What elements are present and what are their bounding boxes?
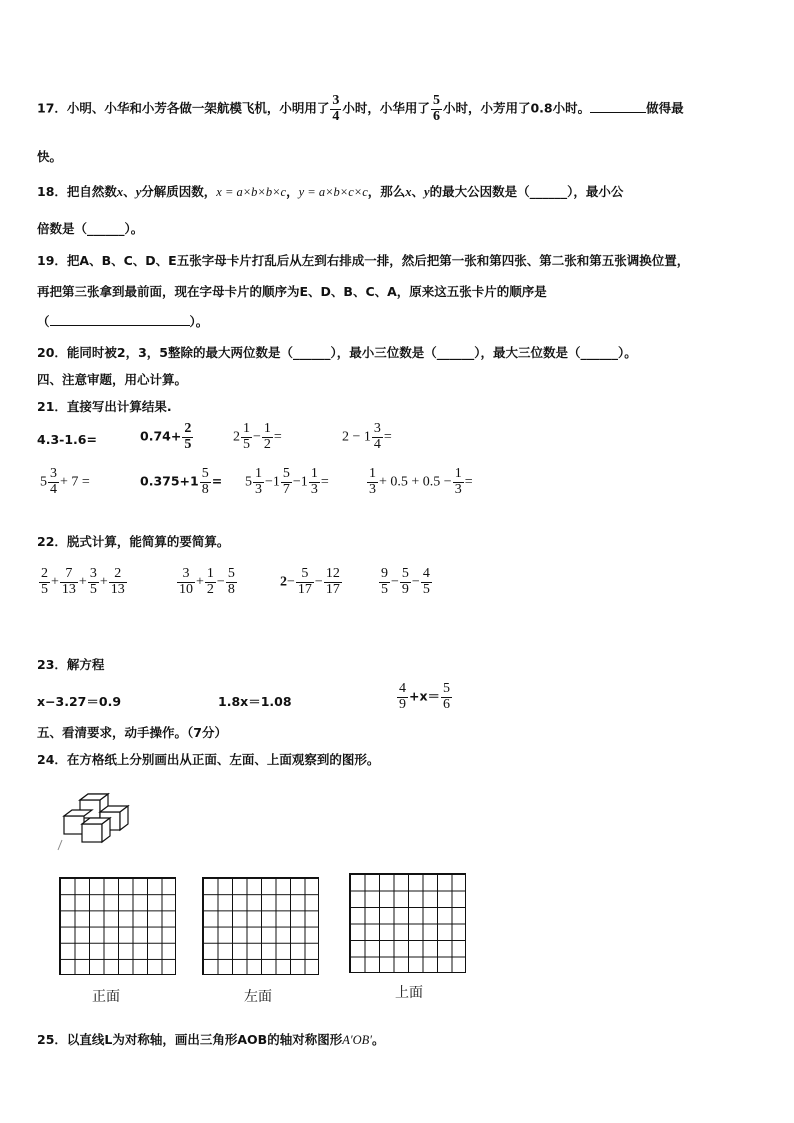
equation: $\frac{4}{9}$ +x＝ $\frac{5}{6}$ [399, 681, 451, 712]
equation: x−3.27＝0.9 [37, 694, 122, 709]
calc-item: 0.375+1 $\frac{5}{8}$ = [140, 466, 223, 497]
calc-item: $\frac{1}{3}$ + 0.5 + 0.5 − $\frac{1}{3}$ = [369, 466, 473, 497]
expr-group: $\frac{9}{5}$ − $\frac{5}{9}$ − $\frac{4}{5}$ [381, 566, 430, 597]
calc-item: 2 − 1 $\frac{3}{4}$ = [342, 421, 392, 452]
expr-group: $\frac{2}{5}$ + $\frac{7}{13}$ + $\frac{3}{5}$ + $\frac{2}{13}$ [41, 566, 125, 597]
calc-item: 0.74+ $\frac{2}{5}$ [140, 421, 192, 452]
fraction: $\frac{3}{4}$ [332, 93, 340, 124]
q17-cont: 快。 [37, 149, 63, 164]
answer-blank[interactable] [590, 112, 646, 113]
section-5-heading: 五、看清要求，动手操作。（7分） [37, 725, 227, 740]
calc-item: 4.3-1.6= [37, 432, 97, 447]
section-4-heading: 四、注意审题，用心计算。 [37, 372, 188, 387]
q24: 24．在方格纸上分别画出从正面、左面、上面观察到的图形。 [37, 752, 380, 767]
fraction: $\frac{5}{6}$ [432, 93, 440, 124]
q23: 23．解方程 [37, 657, 105, 672]
label-left: 左面 [244, 989, 272, 1005]
q25: 25．以直线L为对称轴，画出三角形AOB的轴对称图形A′OB′。 [37, 1032, 385, 1047]
q19-line2: 再把第三张拿到最前面，现在字母卡片的顺序为E、D、B、C、A，原来这五张卡片的顺序是 [37, 284, 547, 299]
q22: 22．脱式计算，能简算的要简算。 [37, 534, 230, 549]
label-front: 正面 [92, 989, 120, 1005]
calc-item: 5 $\frac{3}{4}$ + 7 = [40, 466, 90, 497]
equation: 1.8x＝1.08 [218, 694, 292, 709]
answer-blank[interactable] [50, 325, 190, 326]
expr-group: 2− $\frac{5}{17}$ − $\frac{12}{17}$ [280, 566, 340, 597]
label-top: 上面 [395, 985, 423, 1001]
grid-top[interactable] [349, 873, 466, 973]
calc-item: 5 $\frac{1}{3}$ −1 $\frac{5}{7}$ −1 $\frac{1}{3}$ = [245, 466, 329, 497]
q19-answer: （ ）。 [37, 314, 209, 329]
q18-cont: 倍数是（______）。 [37, 221, 144, 236]
q21: 21．直接写出计算结果. [37, 399, 172, 414]
q20: 20．能同时被2，3，5整除的最大两位数是（______），最小三位数是（______），最大三位数是（______）。 [37, 345, 637, 360]
grid-left[interactable] [202, 877, 319, 975]
q19: 19．把A、B、C、D、E五张字母卡片打乱后从左到右排成一排，然后把第一张和第四张、第二张和第五张调换位置， [37, 253, 690, 268]
grid-front[interactable] [59, 877, 176, 975]
q18: 18．把自然数x、y分解质因数，x = a×b×b×c，y = a×b×c×c，那么x、y的最大公因数是（______），最小公 [37, 184, 624, 199]
q17: 17．小明、小华和小芳各做一架航模飞机，小明用了 $\frac{3}{4}$ 小时，小华用了 $\frac{5}{6}$ 小时，小芳用了0.8小时。 做得最 [37, 93, 684, 124]
expr-group: $\frac{3}{10}$ + $\frac{1}{2}$ − $\frac{5}{8}$ [179, 566, 235, 597]
cube-stack-icon [56, 790, 132, 852]
calc-item: 2 $\frac{1}{5}$ − $\frac{1}{2}$ = [233, 421, 282, 452]
